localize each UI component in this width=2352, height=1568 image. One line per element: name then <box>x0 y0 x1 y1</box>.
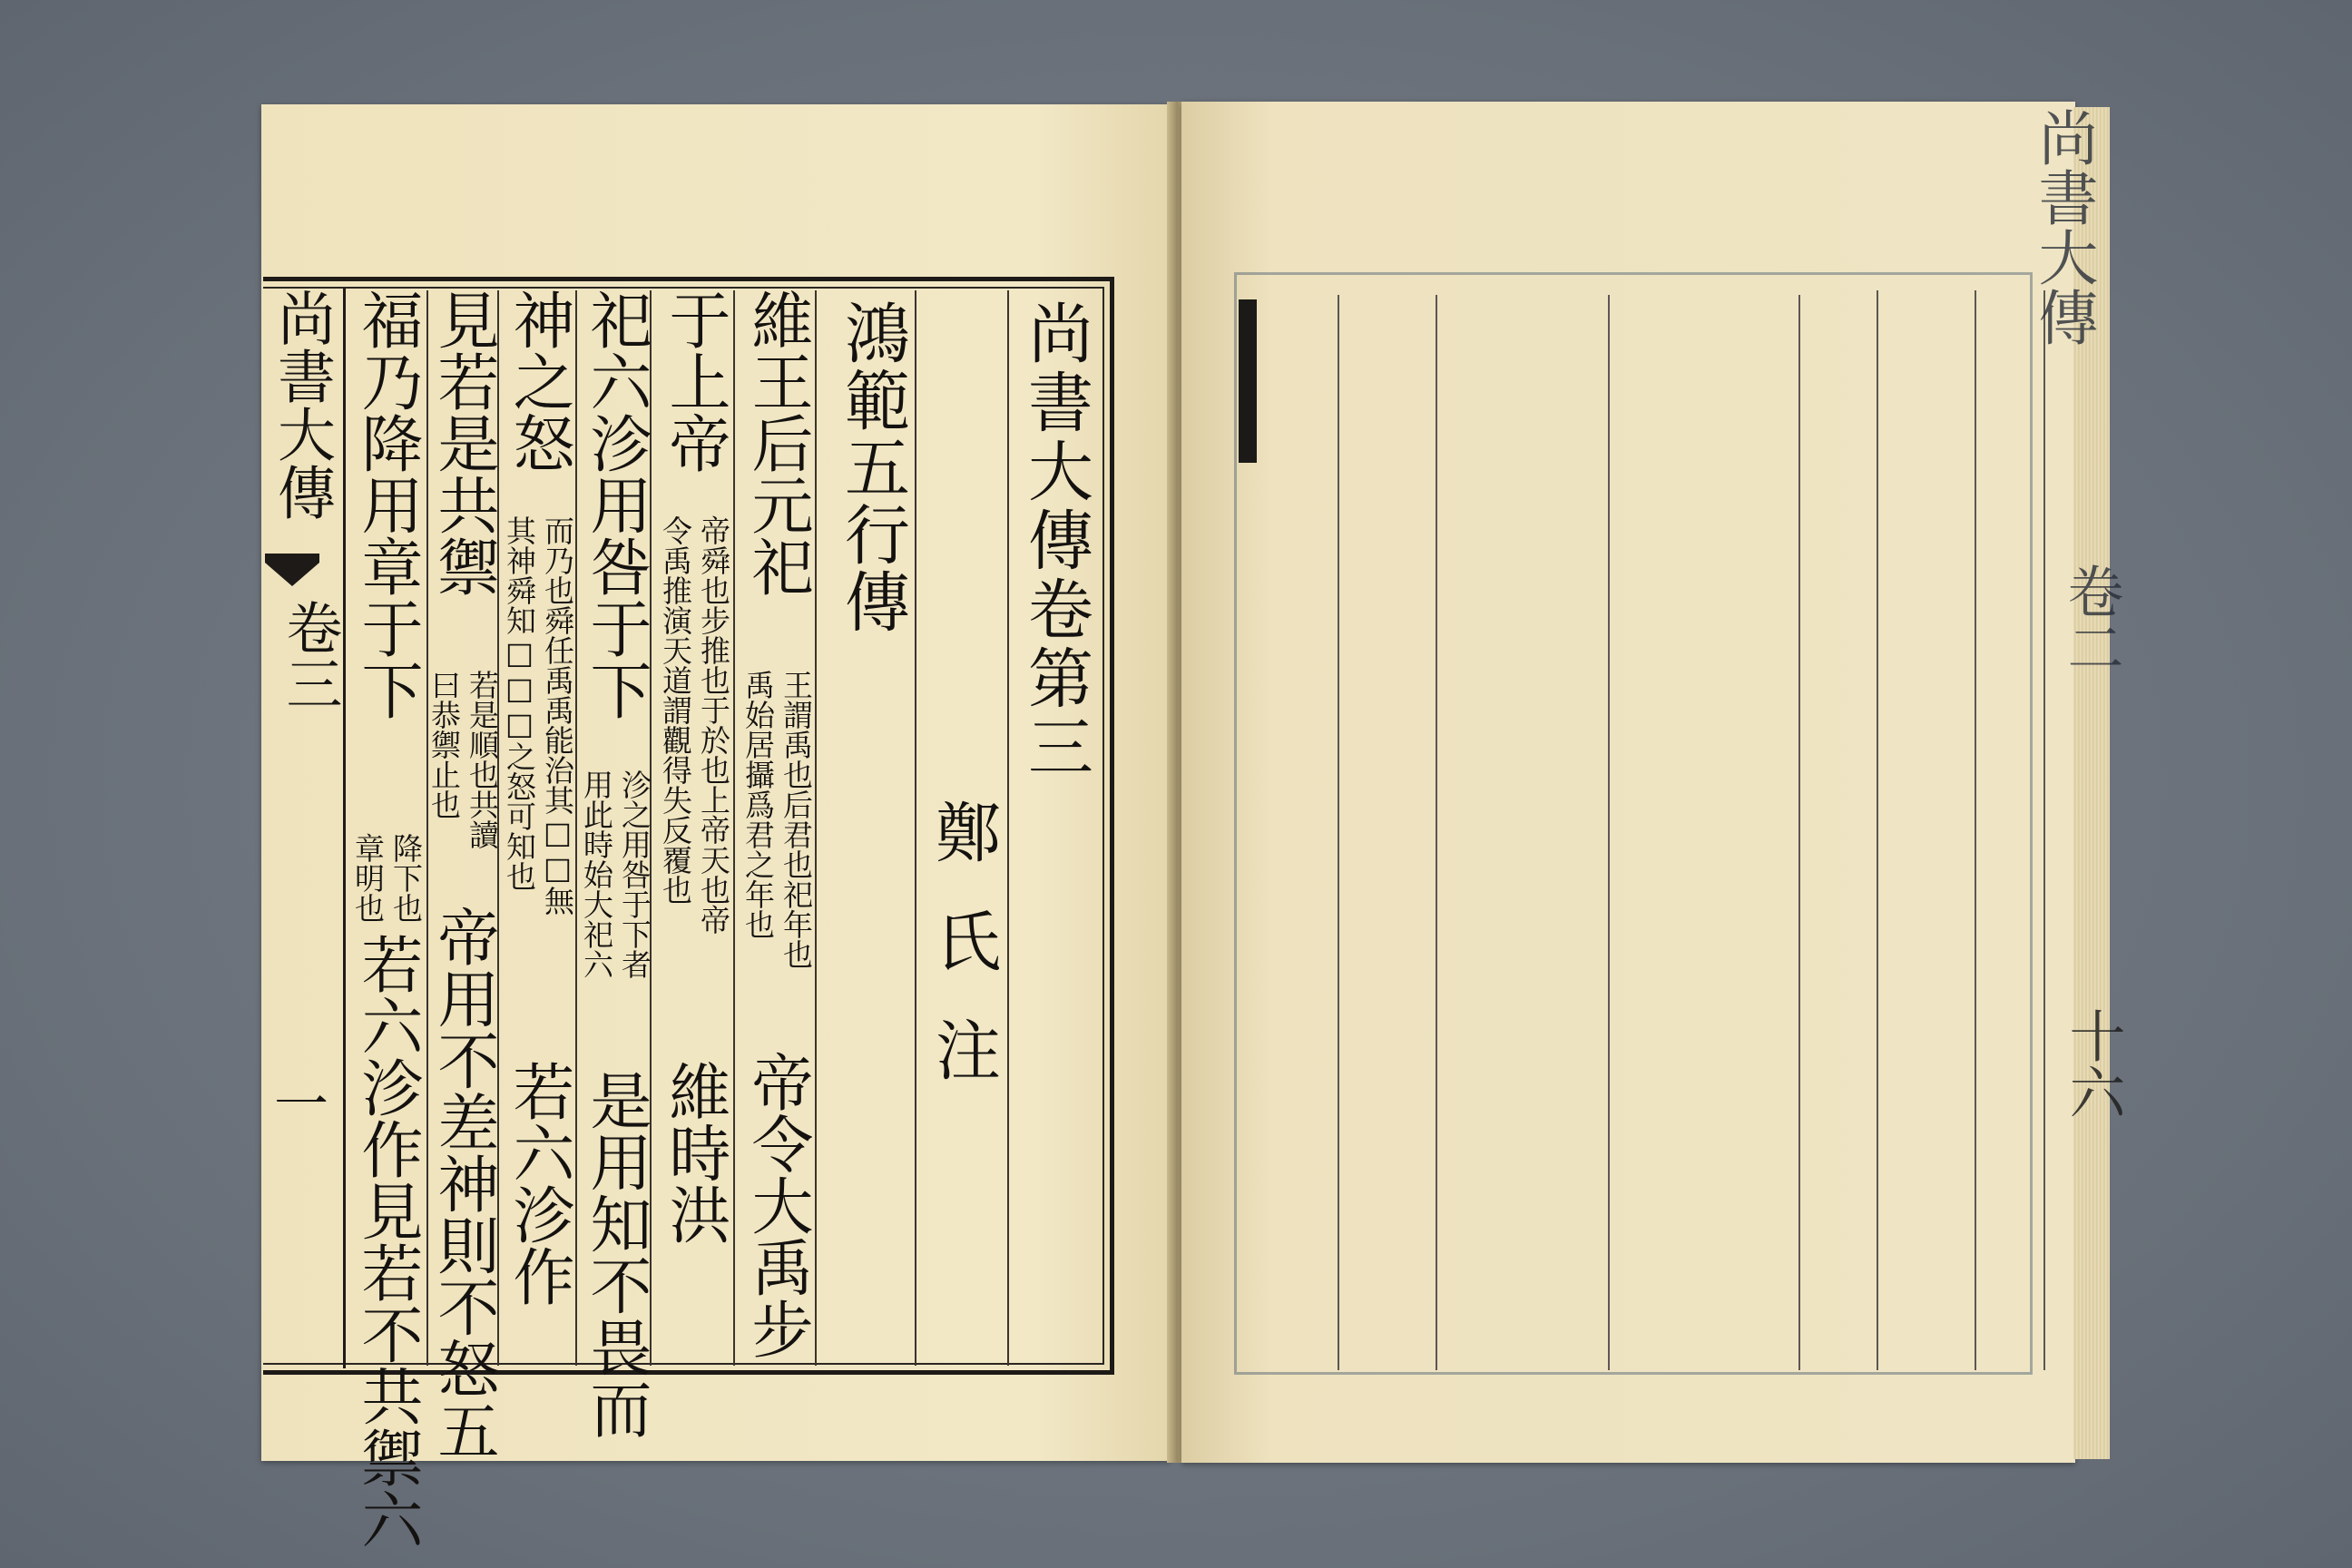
annotation-line: 章明也 <box>350 833 386 923</box>
column-rule <box>1436 295 1437 1370</box>
column-rule <box>1608 295 1610 1370</box>
margin-rule <box>343 289 346 1368</box>
main-text: 神之怒 <box>503 289 574 474</box>
annotation <box>740 670 814 1051</box>
main-text: 維時洪 <box>659 1060 730 1245</box>
right-page-frame <box>1234 272 2033 1375</box>
frame-bar <box>1239 299 1257 463</box>
right-margin-juan <box>2058 563 2123 675</box>
margin-juan <box>278 599 341 711</box>
annotation <box>426 670 500 906</box>
annotation <box>349 833 424 933</box>
annotation <box>578 769 652 1069</box>
main-text: 帝用不差神則不怒五 <box>427 906 499 1461</box>
main-text: 帝令大禹步 <box>741 1051 813 1359</box>
annotation <box>501 515 575 1060</box>
right-margin-title <box>2024 107 2102 347</box>
chapter-title-text: 鴻範五行傳 <box>834 299 910 635</box>
right-page-number-text: 十六 <box>2060 1007 2126 1120</box>
text-column-2 <box>655 289 733 1245</box>
main-text: 福乃降用章于下 <box>351 289 423 720</box>
main-text: 維王后元祀 <box>741 289 813 597</box>
fish-tail-mark-icon <box>265 554 319 586</box>
annotation-line: 而乃也舜任禹禹能治其□□無 <box>540 515 575 916</box>
right-page-number <box>2053 1007 2133 1133</box>
page-number <box>274 1062 328 1140</box>
column-rule <box>915 290 916 1366</box>
main-text: 于上帝 <box>659 289 730 474</box>
text-column-6 <box>348 289 425 1550</box>
annotation-line: 沴之用咎于下者 <box>617 769 652 979</box>
column-rule <box>1007 290 1009 1366</box>
annotation-line: 若是順也共讀 <box>465 670 500 849</box>
annotation-line: 其神舜知□□□之怒可知也 <box>502 515 537 891</box>
column-rule <box>1798 295 1800 1370</box>
column-rule <box>1338 295 1339 1370</box>
commentator <box>922 799 1004 1125</box>
annotation-line: 用此時始大祀六 <box>579 769 614 979</box>
annotation-line: 王謂禹也后君也祀年也 <box>779 670 814 969</box>
margin-title <box>269 289 334 521</box>
right-margin-juan-text: 卷二 <box>2058 563 2124 675</box>
annotation-line: 帝舜也步推也于於也上帝天也帝 <box>696 515 731 935</box>
right-margin-title-text: 尚書大傳 <box>2028 107 2098 347</box>
column-rule <box>1975 290 1976 1370</box>
chapter-title <box>833 299 911 635</box>
column-rule <box>2043 290 2045 1370</box>
main-text: 祀六沴用咎于下 <box>580 289 652 720</box>
annotation-line: 令禹推演天道謂觀得失反覆也 <box>658 515 693 905</box>
text-column-5 <box>426 289 499 1461</box>
page-number-text: 一 <box>274 1073 328 1137</box>
annotation-line: 禹始居攝爲君之年也 <box>740 670 776 939</box>
annotation-line: 曰恭禦止也 <box>426 670 462 819</box>
margin-juan-text: 卷三 <box>277 599 343 711</box>
volume-title <box>1014 299 1096 782</box>
annotation <box>657 515 731 1060</box>
main-text: 若六沴作 <box>503 1060 574 1307</box>
text-column-1 <box>737 289 817 1359</box>
main-text: 見若是共禦 <box>427 289 499 597</box>
main-text: 是用知不畏而 <box>580 1069 652 1439</box>
column-rule <box>1877 290 1878 1370</box>
column-rule <box>733 290 735 1366</box>
text-column-4 <box>501 289 575 1307</box>
margin-title-text: 尚書大傳 <box>268 289 335 521</box>
text-column-3 <box>579 289 652 1439</box>
commentator-text: 鄭氏注 <box>925 799 1001 1125</box>
main-text: 若六沴作見若不共禦六 <box>351 933 423 1550</box>
volume-title-text: 尚書大傳卷第三 <box>1017 299 1093 782</box>
annotation-line: 降下也 <box>388 833 424 923</box>
